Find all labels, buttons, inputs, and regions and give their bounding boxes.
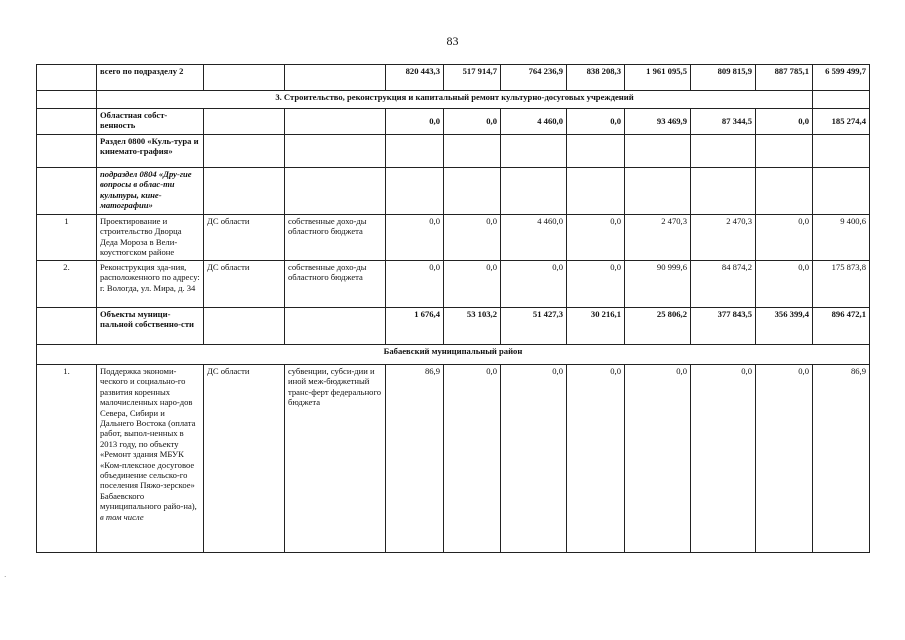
value-cell: 1 961 095,5 bbox=[625, 65, 691, 91]
row-index: 2. bbox=[37, 261, 97, 308]
value-cell: 0,0 bbox=[444, 365, 501, 553]
index-cell bbox=[37, 308, 97, 345]
value-cell: 4 460,0 bbox=[501, 109, 567, 135]
object-name-italic: в том числе bbox=[100, 511, 144, 522]
value-cell: 0,0 bbox=[444, 261, 501, 308]
value-cell: 0,0 bbox=[567, 109, 625, 135]
row-label: всего по подразделу 2 bbox=[97, 65, 204, 91]
value-cell: 0,0 bbox=[567, 215, 625, 261]
row-index: 1 bbox=[37, 215, 97, 261]
value-cell: 2 470,3 bbox=[691, 215, 756, 261]
row-label: Областная собст-венность bbox=[97, 109, 204, 135]
object-name: Проектирование и строительство Дворца Деда Мороза в Вели-коустюгском районе bbox=[97, 215, 204, 261]
division-row bbox=[37, 135, 870, 168]
index-cell bbox=[37, 65, 97, 91]
value-cell: 4 460,0 bbox=[501, 215, 567, 261]
value-cell: 84 874,2 bbox=[691, 261, 756, 308]
subdivision-label: подраздел 0804 «Дру-гие вопросы в облас-ти культуры, кине-матографии» bbox=[97, 168, 204, 215]
index-cell bbox=[37, 168, 97, 215]
district-header: Бабаевский муниципальный район bbox=[37, 345, 870, 365]
index-cell bbox=[37, 91, 97, 109]
table-row bbox=[37, 365, 870, 553]
value-cell: 764 236,9 bbox=[501, 65, 567, 91]
value-cell: 2 470,3 bbox=[625, 215, 691, 261]
value-cell: 0,0 bbox=[501, 365, 567, 553]
value-cell: 887 785,1 bbox=[756, 65, 813, 91]
value-cell: 0,0 bbox=[386, 261, 444, 308]
value-cell: 0,0 bbox=[756, 215, 813, 261]
value-cell: 0,0 bbox=[386, 109, 444, 135]
value-cell: 0,0 bbox=[567, 365, 625, 553]
row-index: 1. bbox=[37, 365, 97, 553]
value-cell: 9 400,6 bbox=[813, 215, 870, 261]
page-number: 83 bbox=[446, 34, 459, 48]
row-label: Объекты муници-пальной собственно-сти bbox=[97, 308, 204, 345]
object-name bbox=[97, 365, 204, 553]
value-cell: 0,0 bbox=[444, 215, 501, 261]
value-cell: 30 216,1 bbox=[567, 308, 625, 345]
value-cell: 0,0 bbox=[444, 109, 501, 135]
section-header: 3. Строительство, реконструкция и капитальный ремонт культурно-досуговых учреждений bbox=[97, 91, 813, 109]
customer-cell bbox=[204, 308, 285, 345]
value-cell: 93 469,9 bbox=[625, 109, 691, 135]
value-cell: 838 208,3 bbox=[567, 65, 625, 91]
subdivision-row bbox=[37, 168, 870, 215]
value-cell: 87 344,5 bbox=[691, 109, 756, 135]
scan-mark: · bbox=[4, 573, 7, 581]
value-cell: 820 443,3 bbox=[386, 65, 444, 91]
section-header-row bbox=[37, 91, 870, 109]
value-cell: 0,0 bbox=[567, 261, 625, 308]
source-cell: собственные дохо-ды областного бюджета bbox=[285, 261, 386, 308]
regional-property-row bbox=[37, 109, 870, 135]
value-cell: 517 914,7 bbox=[444, 65, 501, 91]
value-cell: 1 676,4 bbox=[386, 308, 444, 345]
value-cell: 377 843,5 bbox=[691, 308, 756, 345]
customer-cell bbox=[204, 109, 285, 135]
budget-table bbox=[36, 64, 870, 553]
value-cell: 356 399,4 bbox=[756, 308, 813, 345]
object-name: Реконструкция зда-ния, расположенного по адресу: г. Вологда, ул. Мира, д. 34 bbox=[97, 261, 204, 308]
subsection-total-row bbox=[37, 65, 870, 91]
source-cell: субвенции, субси-дии и иной меж-бюджетный транс-ферт федерального бюджета bbox=[285, 365, 386, 553]
value-cell: 25 806,2 bbox=[625, 308, 691, 345]
index-cell bbox=[37, 135, 97, 168]
district-header-row bbox=[37, 345, 870, 365]
value-cell: 0,0 bbox=[501, 261, 567, 308]
value-cell: 809 815,9 bbox=[691, 65, 756, 91]
source-cell bbox=[285, 109, 386, 135]
customer-cell bbox=[204, 65, 285, 91]
value-cell bbox=[813, 91, 870, 109]
table-row bbox=[37, 261, 870, 308]
value-cell: 53 103,2 bbox=[444, 308, 501, 345]
source-cell bbox=[285, 65, 386, 91]
municipal-property-row bbox=[37, 308, 870, 345]
value-cell: 0,0 bbox=[386, 215, 444, 261]
value-cell: 175 873,8 bbox=[813, 261, 870, 308]
value-cell: 0,0 bbox=[691, 365, 756, 553]
value-cell: 90 999,6 bbox=[625, 261, 691, 308]
source-cell: собственные дохо-ды областного бюджета bbox=[285, 215, 386, 261]
value-cell: 0,0 bbox=[756, 365, 813, 553]
customer-cell: ДС области bbox=[204, 261, 285, 308]
value-cell: 0,0 bbox=[625, 365, 691, 553]
table-row bbox=[37, 215, 870, 261]
index-cell bbox=[37, 109, 97, 135]
value-cell: 0,0 bbox=[756, 261, 813, 308]
value-cell: 185 274,4 bbox=[813, 109, 870, 135]
value-cell: 6 599 499,7 bbox=[813, 65, 870, 91]
division-label: Раздел 0800 «Куль-тура и кинемато-графия» bbox=[97, 135, 204, 168]
customer-cell: ДС области bbox=[204, 215, 285, 261]
value-cell: 51 427,3 bbox=[501, 308, 567, 345]
object-name-text: Поддержка экономи-ческого и социально-го развития коренных малочисленных наро-дов Севера, Сибири и Дальнего Востока (оплата работ, выпол-ненных в 2013 году, по объекту «Ремонт здания МБУК «Ком-плексное досуговое объединение сельско-го поселения Пяжо-зерское» Бабаевского муниципального райо-на), bbox=[100, 366, 197, 512]
value-cell: 86,9 bbox=[386, 365, 444, 553]
customer-cell: ДС области bbox=[204, 365, 285, 553]
source-cell bbox=[285, 308, 386, 345]
value-cell: 0,0 bbox=[756, 109, 813, 135]
value-cell: 896 472,1 bbox=[813, 308, 870, 345]
value-cell: 86,9 bbox=[813, 365, 870, 553]
